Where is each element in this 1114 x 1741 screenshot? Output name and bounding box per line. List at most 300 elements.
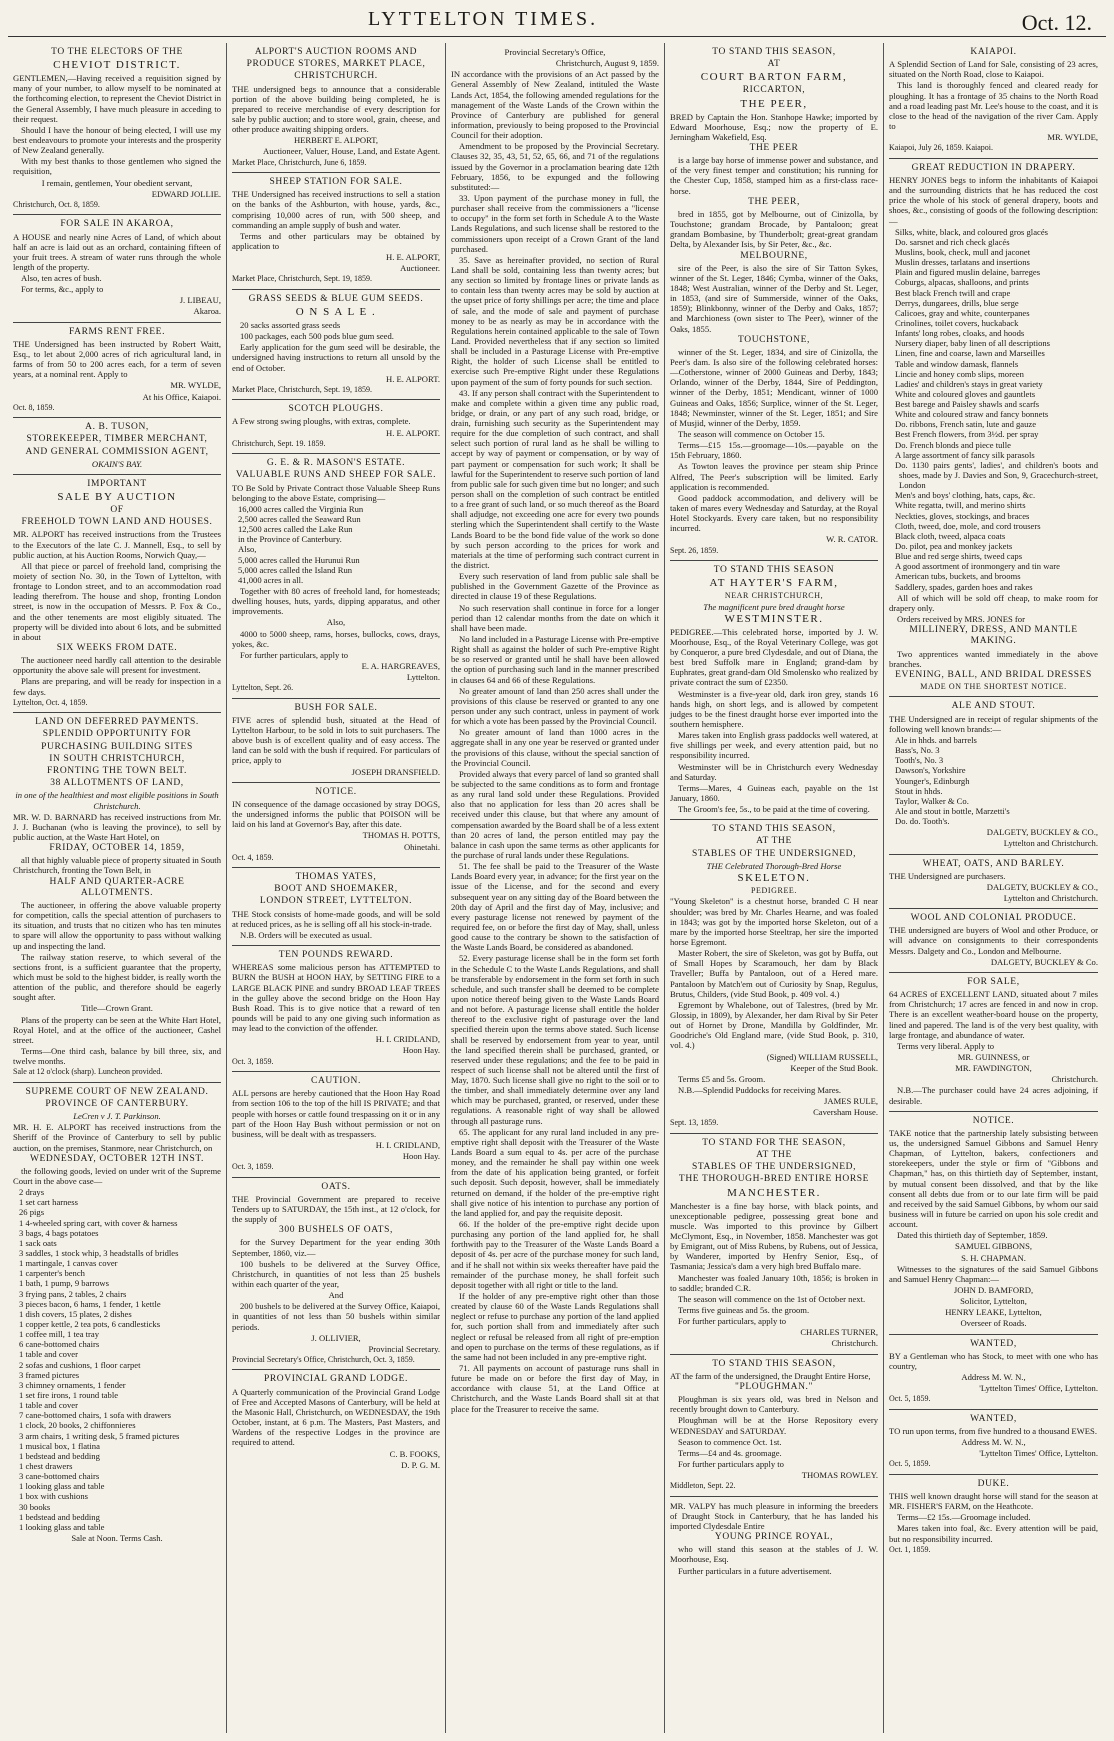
- ad-date: Provincial Secretary's Office, Christchurch, Oct. 3, 1859.: [232, 1355, 415, 1365]
- ad-title: PURCHASING BUILDING SITES: [41, 741, 193, 752]
- ad-auction-rooms: [232, 43, 440, 173]
- ad-address: 'Lyttelton Times' Office, Lyttelton.: [979, 1383, 1098, 1394]
- ad-title: PROVINCE OF CANTERBURY.: [45, 1098, 189, 1109]
- ad-title: AT THE: [756, 836, 792, 847]
- ad-title: GREAT REDUCTION IN DRAPERY.: [911, 162, 1076, 173]
- ad-skeleton: [670, 820, 878, 1134]
- ad-date: Oct. 5, 1859.: [889, 1394, 931, 1404]
- ad-title: LONDON STREET, LYTTELTON.: [259, 896, 413, 907]
- ad-body: GENTLEMEN,—Having received a requisition signed by many of your number, to allow myself to be nominated at the forthcoming election, to represent the Cheviot District in the General Assembly, I have much pleasure in acceding to their request.: [13, 73, 221, 124]
- list-item: 1 looking glass and table: [19, 1521, 105, 1532]
- ad-title: GRASS SEEDS & BLUE GUM SEEDS.: [248, 293, 424, 304]
- ad-title: TO STAND THIS SEASON,: [712, 824, 836, 835]
- ad-title: BOOT AND SHOEMAKER,: [274, 884, 398, 895]
- ad-title: FREEHOLD TOWN LAND AND HOUSES.: [21, 517, 213, 528]
- ad-valpy: [670, 1497, 878, 1581]
- ad-signature: Auctioneer, Valuer, House, Land, and Estate Agent.: [263, 146, 440, 157]
- ad-address: 'Lyttelton Times' Office, Lyttelton.: [979, 1448, 1098, 1459]
- ad-title: SKELETON.: [737, 872, 811, 884]
- list-item: Muslins, book, check, mull and jaconet: [895, 246, 1031, 257]
- ad-body: THE Undersigned are in receipt of regular shipments of the following well known brands:—: [889, 713, 1098, 734]
- list-item: 3 frying pans, 2 tables, 2 chairs: [19, 1288, 127, 1299]
- list-item: Nursery diaper, baby linen of all descriptions: [895, 338, 1051, 349]
- ad-the-peer: [670, 43, 878, 561]
- ad-body: 4000 to 5000 sheep, rams, horses, bullocks, cows, drays, yokes, &c.: [232, 628, 440, 649]
- list-item: Do. 1130 pairs gents', ladies', and children's boots and shoes, made by J. Davies and Son, 9, Gracechurch-street, London: [895, 459, 1098, 491]
- regulation-paragraph: No greater amount of land than 1000 acres in the aggregate shall in any one year be reserved or granted under the provisions of this clause, without the special sanction of the Provincial Council.: [451, 727, 659, 768]
- ad-title: CHEVIOT DISTRICT.: [53, 59, 181, 72]
- list-item: Do. sarsnet and rich check glacés: [895, 236, 1010, 247]
- ad-title: FOR SALE IN AKAROA,: [60, 219, 174, 230]
- ad-title: 300 BUSHELS OF OATS,: [279, 1225, 393, 1236]
- ad-body: For further particulars, apply to: [240, 649, 349, 660]
- ad-signature: MR. WYLDE,: [1047, 132, 1098, 143]
- ad-date: Market Place, Christchurch, Sept. 19, 1859.: [232, 274, 372, 284]
- ad-title: THE Celebrated Thorough-Bred Horse: [706, 860, 842, 871]
- ad-ale-stout: [889, 697, 1098, 854]
- regulation-paragraph: 33. Upon payment of the purchase money in full, the purchaser shall receive from the commissioners a "license to occupy" in the form set forth in Schedule A to the Waste Lands Regulations, and such license shall be restored to the commissioners upon receipt of a Crown Grant of the land purchased.: [451, 192, 659, 254]
- regulation-paragraph: No such reservation shall continue in force for a longer period than 12 calendar months from the date on which it shall have been made.: [451, 602, 659, 633]
- ad-title: NOTICE.: [315, 786, 357, 797]
- list-item: Crinolines, toilet covers, huckaback: [895, 317, 1019, 328]
- ad-yates: [232, 868, 440, 946]
- ad-title: MADE ON THE SHORTEST NOTICE.: [920, 682, 1067, 692]
- ad-body: For terms, &c., apply to: [21, 284, 104, 295]
- ad-title: THE PEER: [749, 142, 799, 153]
- ad-signature: Auctioneer.: [400, 263, 440, 274]
- ad-body: Should I have the honour of being elected, I will use my best endeavours to promote your interests and the prosperity of New Zealand generally.: [13, 124, 221, 156]
- ad-body: WHEREAS some malicious person has ATTEMPTED to BURN the BUSH at HOON HAY, by SETTING FIRE to a LARGE BLACK PINE and sundry BROAD LEAF TREES in the gulley above the second bridge on the Hoon Hay Bush Road. This is to give notice that a reward of ten pounds will be paid to any one giving such information as may lead to the conviction of the offender.: [232, 962, 440, 1034]
- ad-date: Oct. 8, 1859.: [13, 402, 55, 412]
- ad-title: SCOTCH PLOUGHS.: [288, 404, 384, 415]
- list-item: Derrys, dungarees, drills, blue serge: [895, 297, 1019, 308]
- ad-title: ALPORT'S AUCTION ROOMS AND: [254, 47, 418, 57]
- ad-body: Two apprentices wanted immediately in the above branches.: [889, 648, 1098, 669]
- ad-reward: [232, 946, 440, 1072]
- ad-signature: MR. WYLDE,: [170, 380, 221, 391]
- ad-duke: [889, 1475, 1098, 1559]
- column-2: [227, 43, 446, 1733]
- ad-title: IMPORTANT: [87, 478, 147, 489]
- ad-body: TAKE notice that the partnership lately subsisting between us, the undersigned Samuel Gibbons and Samuel Henry Chapman, of Lyttelton, bakers, confectioners and storekeepers, under the style or firm of "Gibbons and Chapman," has, on this thirtieth day of September, instant, by mutual consent been dissolved, and that by the like consent all debts due from or to our late firm will be paid and received by the said Samuel Gibbons, by whom our said business will in future be carried on upon his sole credit and account.: [889, 1127, 1098, 1230]
- regulation-paragraph: Amendment to be proposed by the Provincial Secretary. Clauses 32, 35, 43, 51, 52, 65, 66, and 71 of the regulations issued by the Governor in a proclamation bearing date 12th February, 1856, to be expunged and the following substituted:—: [451, 141, 659, 192]
- list-item: in the Province of Canterbury.: [238, 534, 342, 545]
- ad-date: Christchurch, Sept. 19. 1859.: [232, 438, 326, 448]
- ad-body: 64 ACRES of EXCELLENT LAND, situated about 7 miles from Christchurch; 17 acres are fenced in and now in crop. There is an excellent weather-board house on the property, lined and papered. The land is of the very best quality, with large frontage, and abundance of water.: [889, 989, 1098, 1040]
- ad-body: ALL persons are hereby cautioned that the Hoon Hay Road from section 106 to the top of the hill IS PRIVATE; and that people with horses or cattle found trespassing on it or in any part of the Hoon Hay Bush without permission or not on business, will be dealt with as trespassers.: [232, 1088, 440, 1139]
- ad-body: BRED by Captain the Hon. Stanhope Hawke; imported by Edward Moorhouse, Esq.; now the property of E. Jerningham Wakefield, Esq.: [670, 111, 878, 142]
- ad-title: BUSH FOR SALE.: [294, 702, 378, 713]
- ad-signature: Lyttelton and Christchurch.: [1003, 893, 1098, 903]
- ad-body: This land is thoroughly fenced and cleared ready for ploughing. It has a frontage of 35 chains to the North Road and a road leading past Mr. Lee's house to the coast, and it is close to the head of the navigation of the river Cam. Apply to: [889, 80, 1098, 132]
- ad-title: THE PEER,: [748, 196, 800, 207]
- ad-body: Orders received by MRS. JONES for: [897, 614, 1025, 625]
- ad-body: THE Provincial Government are prepared to receive Tenders up to SATURDAY, the 15th inst., at 12 o'clock, for the supply of: [232, 1193, 440, 1225]
- ad-body: The railway station reserve, to which several of the sections front, is a sufficient guarantee that the property, which must be sold to the highest bidder, is really worth the attention of the public, and therefore should be eagerly sought after.: [13, 951, 221, 1003]
- ad-body: Ploughman is six years old, was bred in Nelson and recently brought down to Canterbury.: [670, 1394, 878, 1415]
- ad-body: Master Robert, the sire of Skeleton, was got by Buffa, out of Small Hopes by Scaramouch, her dam by Black Traveller; Buffa by Pantaloon, out of a Hered mare. Pantaloon by Match'em out of Curiosity by Snap, Regulus, Brutus, Childers, (vide Stud Book, p. 409 vol. 4.): [670, 948, 878, 999]
- list-item: 6 cane-bottomed chairs: [19, 1339, 100, 1350]
- ad-body: the following goods, levied on under writ of the Supreme Court in the above case—: [13, 1165, 221, 1186]
- regulation-paragraph: Provided always that every parcel of land so granted shall be subjected to the same conditions as to form and frontage as any rural land sold under these Regulations. Provided also that no application for less than 20 acres shall be received under this clause, but that where any amount of compensation awarded by the Board shall be of a less extent than 20 acres of land, the person entitled may pay the balance in cash upon the same terms as other applicants for the purchase of rural lands under these Regulations.: [451, 768, 659, 860]
- ad-body: Dated this thirtieth day of September, 1859.: [897, 1230, 1048, 1241]
- ad-title: CHRISTCHURCH.: [294, 71, 378, 82]
- ad-body: Terms—One third cash, balance by bill three, six, and twelve months.: [13, 1045, 221, 1067]
- ad-address: Address M. W. N.,: [961, 1437, 1026, 1448]
- ad-body: 200 bushels to be delivered at the Survey Office, Kaiapoi, in quantities of not less than 50 bushels within similar periods.: [232, 1301, 440, 1332]
- ad-wanted-ewes: [889, 1410, 1098, 1475]
- ad-title: TOUCHSTONE,: [738, 334, 810, 345]
- ad-signature: THOMAS ROWLEY.: [801, 1470, 878, 1481]
- ad-date: Sept. 13, 1859.: [670, 1118, 719, 1128]
- list-item: 1 sack oats: [19, 1237, 57, 1248]
- ad-body: IN consequence of the damage occasioned by stray DOGS, the undersigned informs the public that POISON will be laid on his land at Governor's Bay, after this date.: [232, 798, 440, 830]
- ad-body: For further particulars apply to: [678, 1458, 784, 1469]
- ad-body: All of which will be sold off cheap, to make room for drapery only.: [889, 592, 1098, 613]
- list-item: 7 cane-bottomed chairs, 1 sofa with drawers: [19, 1410, 172, 1421]
- ad-akaroa: [13, 215, 221, 322]
- ad-body: With my best thanks to those gentlemen who signed the requisition,: [13, 156, 221, 177]
- ad-body: MR. W. D. BARNARD has received instructions from Mr. J. J. Buchanan (who is leaving the province), to sell by public auction, at the Waste Hart Hotel, on: [13, 811, 221, 842]
- ad-title: FRONTING THE TOWN BELT.: [47, 766, 187, 776]
- list-item: 3 chimney ornaments, 1 fender: [19, 1379, 126, 1390]
- ad-title: HALF AND QUARTER-ACRE ALLOTMENTS.: [49, 876, 185, 898]
- regulation-paragraph: 43. If any person shall contract with the Superintendent to make and complete within a given time any public road, bridge, or drain, or any part of any such road, bridge, or drain, furnishing such security as the Superintendent may require for the due completion of such contract, and shall select such portion of rural land as he shall be willing to accept by way of payment or compensation, or by way of part payment or compensation for such work; It shall be lawful for the Superintendent to reserve such portion of land from public sale for such given time but no longer; and such person shall on the completion of such contract be entitled to a free grant of such land, or so much thereof as the Board shall adjudge, not exceeding one acre for every two pounds sterling which the Superintendent shall certify to the Waste Lands Board to be the bond fide value of the work so done by such person according to the prices for work and materials at the time of performing such contract current in the district.: [451, 387, 659, 571]
- ad-title: SUPREME COURT OF NEW ZEALAND.: [25, 1086, 209, 1097]
- ad-body: THE Undersigned are purchasers.: [889, 870, 1006, 881]
- list-item: Calicoes, gray and white, counterpanes: [895, 307, 1030, 318]
- ad-body: Westminster will be in Christchurch every Wednesday and Saturday.: [670, 761, 878, 782]
- ad-body: Title—Crown Grant.: [81, 1003, 153, 1014]
- list-item: Ale in hhds. and barrels: [895, 734, 977, 745]
- list-item: 26 pigs: [19, 1207, 45, 1218]
- list-item: 2 sofas and cushions, 1 floor carpet: [19, 1359, 141, 1370]
- ad-title: LeCren v J. T. Parkinson.: [73, 1111, 161, 1122]
- ad-notice-partnership: [889, 1112, 1098, 1335]
- ad-date: Market Place, Christchurch, Sept. 19, 1859.: [232, 384, 372, 394]
- ad-body: Plans of the property can be seen at the White Hart Hotel, Royal Hotel, and at the office of the auctioneer, Cashel street.: [13, 1014, 221, 1045]
- ad-body: FIVE acres of splendid bush, situated at the Head of Lyttelton Harbour, to be sold in lots to suit purchasers. The above bush is of excellent quality and of easy access. The land can be sold with the bush if required. For particulars of price, apply to: [232, 714, 440, 766]
- ad-farms: [13, 323, 221, 418]
- ad-title: O N S A L E .: [295, 306, 377, 318]
- ad-title: FOR SALE,: [967, 976, 1020, 987]
- ad-title: THOMAS YATES,: [295, 872, 377, 883]
- list-item: 3 framed pictures: [19, 1369, 80, 1380]
- ad-body: And: [328, 1290, 344, 1301]
- ad-body: The auctioneer need hardly call attention to the desirable opportunity the above sale will present for investment.: [13, 655, 221, 676]
- list-item: Lincie and honey comb slips, moreen: [895, 368, 1024, 379]
- list-item: Infants' long robes, cloaks, and hoods: [895, 328, 1025, 339]
- ad-title: KAIAPOI.: [970, 47, 1017, 57]
- list-item: Saddlery, spades, garden hoes and rakes: [895, 581, 1033, 592]
- ad-ploughs: [232, 400, 440, 454]
- ad-signature: H. I. CRIDLAND,: [375, 1034, 440, 1045]
- ad-date: Lyttelton, Oct. 4, 1859.: [13, 697, 88, 707]
- list-item: 1 set cart harness: [19, 1197, 78, 1208]
- ad-body: Good paddock accommodation, and delivery will be taken of mares every Wednesday and Saturday, at the Royal Hotel Stockyards. Every care taken, but no responsibility incurred.: [670, 492, 878, 534]
- ad-body: MR. H. E. ALPORT has received instructions from the Sheriff of the Province of Canterbury to sell by public auction, on the premises, Stanmore, near Christchurch, on: [13, 1122, 221, 1153]
- list-item: Table and window damask, flannels: [895, 358, 1019, 369]
- list-item: Do. do. Tooth's.: [895, 816, 950, 827]
- ad-title: The magnificent pure bred draught horse: [703, 601, 845, 612]
- ad-title: VALUABLE RUNS AND SHEEP FOR SALE.: [235, 470, 437, 481]
- ad-body: AT the farm of the undersigned, the Draught Entire Horse,: [670, 1370, 871, 1381]
- list-item: A good assortment of ironmongery and tin ware: [895, 561, 1060, 572]
- ad-body: THIS well known draught horse will stand for the season at MR. FISHER'S FARM, on the Heathcote.: [889, 1491, 1098, 1512]
- list-item: Do. ribbons, French satin, lute and gauze: [895, 419, 1037, 430]
- ad-signature: Ohinetahi.: [403, 841, 440, 852]
- ad-body: TO run upon terms, from five hundred to a thousand EWES.: [889, 1425, 1097, 1436]
- ad-body: Mares taken into foal, &c. Every attention will be paid, but no responsibility incurred.: [889, 1523, 1098, 1544]
- ad-title: STABLES OF THE UNDERSIGNED,: [691, 848, 857, 859]
- ad-body: MR. ALPORT has received instructions from the Trustees to the Executors of the late C. J. Mannell, Esq., to sell by public auction, at his Auction Rooms, Norwich Quay,—: [13, 529, 221, 560]
- list-item: 5,000 acres called the Hurunui Run: [238, 554, 360, 565]
- paper-title: LYTTELTON TIMES.: [368, 8, 599, 30]
- ad-body: Early application for the gum seed will be desirable, the undersigned having instructions to return all unsold by the end of October.: [232, 342, 440, 373]
- ad-body: Manchester is a fine bay horse, with black points, and unexceptionable pedigree, possessing great bone and muscle. Was imported to this province by Gilbert McClymont, Esq., in November, 1858. Manchester was got by Emigrant, out of Miss Rubens, by Rubens, out of Jessica, by Wanderer, imported by Henfry Senior, Esq., of Tasmania; Jessica's dam a very high bred Buffalo mare.: [670, 1200, 878, 1272]
- ad-title: WHEAT, OATS, AND BARLEY.: [922, 858, 1065, 869]
- list-item: 1 4-wheeled spring cart, with cover & harness: [19, 1217, 178, 1228]
- column-5: [884, 43, 1103, 1733]
- page-date: Oct. 12.: [1021, 10, 1092, 35]
- regulation-paragraph: IN accordance with the provisions of an Act passed by the General Assembly of New Zealand, intituled the Waste Lands Act, 1854, the following amended regulations for the management of the Waste Lands of the Crown within the Province of Canterbury are published for general information, previously to being proposed to the Provincial Council for their adoption.: [451, 69, 659, 141]
- ad-body: Plans are preparing, and will be ready for inspection in a few days.: [13, 676, 221, 697]
- ad-title: AT: [767, 59, 781, 70]
- list-item: 1 table and cover: [19, 1349, 78, 1360]
- ad-body: TO Be Sold by Private Contract those Valuable Sheep Runs belonging to the above Estate, comprising—: [232, 482, 440, 503]
- ad-title: SIX WEEKS FROM DATE.: [56, 642, 178, 653]
- list-item: Best black French twill and crape: [895, 287, 1011, 298]
- regulation-paragraph: If the holder of any pre-emptive right other than those created by clause 60 of the Waste Lands Regulations shall neglect or refuse to purchase any portion of the land applied for, such portion shall from and immediately after such neglect or refusal be released from all right of pre-emption and open to purchase on the terms of these regulations, as if the same had not been included in any pre-emptive right.: [451, 1291, 659, 1362]
- list-item: Do. pilot, pea and monkey jackets: [895, 541, 1013, 552]
- ad-body: Witnesses to the signatures of the said Samuel Gibbons and Samuel Henry Chapman:—: [889, 1263, 1098, 1284]
- ad-body: N.B. Orders will be executed as usual.: [240, 929, 372, 940]
- ad-body: N.B.—The purchaser could have 24 acres adjoining, if desirable.: [889, 1085, 1098, 1106]
- ad-signature: DALGETY, BUCKLEY & Co.: [990, 956, 1098, 967]
- ad-title: SALE BY AUCTION: [57, 491, 177, 504]
- ad-signature: Provincial Secretary.: [368, 1343, 440, 1354]
- ad-deferred: [13, 713, 221, 1083]
- ad-signature: Hoon Hay.: [402, 1151, 440, 1162]
- list-item: 1 bedstead and bedding: [19, 1511, 100, 1522]
- ad-date: Oct. 5, 1859.: [889, 1459, 931, 1469]
- list-item: 1 carpenter's bench: [19, 1268, 85, 1279]
- ad-body: As Towton leaves the province per steam ship Prince Alfred, The Peer's subscription will be limited. Early application is recommended.: [670, 461, 878, 492]
- ad-title: YOUNG PRINCE ROYAL,: [714, 1532, 834, 1543]
- goods-list: [13, 1187, 221, 1532]
- ad-mason-estate: [232, 454, 440, 699]
- list-item: Also,: [238, 544, 257, 555]
- ad-title: DUKE.: [977, 1478, 1010, 1489]
- list-item: Bass's, No. 3: [895, 745, 940, 756]
- ad-auction: [13, 475, 221, 713]
- ad-title: MELBOURNE,: [740, 250, 808, 261]
- list-item: 2,500 acres called the Seaward Run: [238, 514, 361, 524]
- ad-body: Also, ten acres of bush.: [21, 273, 102, 284]
- list-item: Silks, white, black, and coloured gros glacés: [895, 226, 1048, 237]
- ad-body: For further particulars, apply to: [678, 1316, 787, 1327]
- ad-body: "Young Skeleton" is a chestnut horse, branded C H near shoulder; was bred by Mr. Charles Hearne, and was foaled in 1843; was got by the imported horse Skeleton, out of a mare by the imported horse Steeltrap, her sire the imported horse Egremont.: [670, 896, 878, 947]
- ad-body: Terms very liberal. Apply to: [897, 1040, 995, 1051]
- ad-body: BY a Gentleman who has Stock, to meet with one who has country,: [889, 1350, 1098, 1371]
- list-item: Do. French blonds and piece tulle: [895, 439, 1011, 450]
- list-item: 1 bath, 1 pump, 9 barrows: [19, 1278, 109, 1289]
- ad-title: FRIDAY, OCTOBER 14, 1859,: [49, 843, 185, 854]
- list-item: Linen, fine and coarse, lawn and Marseilles: [895, 348, 1045, 359]
- ad-body: for the Survey Department for the year ending 30th September, 1860, viz.—: [232, 1237, 440, 1258]
- ad-body: sire of the Peer, is also the sire of Sir Tatton Sykes, winner of the St. Leger, 1846; Cymba, winner of the Oaks, 1848; West Australian, winner of the Derby and St. Leger, in 1853, (and sire of Summerside, winner of the Oaks, 1859); Blinkbonny, winner of the Derby and Oaks, 1857; and Marchioness (own sister to The Peer), winner of the Oaks, 1855.: [670, 262, 878, 334]
- list-item: 1 copper kettle, 2 tea pots, 6 candlesticks: [19, 1318, 161, 1329]
- ad-body: Terms and other particulars may be obtained by application to: [232, 230, 440, 251]
- list-item: Ladies' and children's stays in great variety: [895, 378, 1043, 389]
- list-item: 1 dish covers, 15 plates, 2 dishes: [19, 1308, 132, 1319]
- ad-body: bred in 1855, got by Melbourne, out of Cinizolla, by Touchstone; grandam Brocade, by Pantaloon; great grandam Bombasine, by Thunderbolt; great-great grandam Delta, by Alexander Isis, by Sir Peter, &c., &c.: [670, 208, 878, 250]
- list-item: Dawson's, Yorkshire: [895, 765, 966, 776]
- ad-wanted-stock: [889, 1335, 1098, 1410]
- ad-signature: Christchurch.: [1051, 1074, 1098, 1085]
- list-item: Taylor, Walker & Co.: [895, 795, 969, 806]
- ad-title: THE PEER,: [740, 97, 808, 110]
- ad-title: WESTMINSTER.: [724, 612, 824, 625]
- ad-wheat: [889, 855, 1098, 910]
- ad-title: THE THOROUGH-BRED ENTIRE HORSE: [678, 1174, 870, 1185]
- list-item: 16,000 acres called the Virginia Run: [238, 503, 364, 514]
- ad-title: 38 ALLOTMENTS OF LAND,: [50, 778, 184, 789]
- ad-date: Sept. 26, 1859.: [670, 545, 719, 555]
- ad-title: AT THE: [756, 1150, 792, 1160]
- ad-place: Akaroa.: [193, 306, 221, 317]
- list-item: 1 set fire irons, 1 round table: [19, 1389, 119, 1400]
- list-item: 1 martingale, 1 canvas cover: [19, 1258, 118, 1269]
- ad-title: TO STAND FOR THE SEASON,: [702, 1137, 846, 1148]
- ad-title: STOREKEEPER, TIMBER MERCHANT,: [26, 434, 208, 445]
- ad-title: WEDNESDAY, OCTOBER 12TH INST.: [29, 1153, 205, 1164]
- ad-body: A Few strong swing ploughs, with extras, complete.: [232, 416, 411, 427]
- ad-body: Mares taken into English grass paddocks well watered, at five shillings per week, and every attention paid, but no responsibility incurred.: [670, 730, 878, 761]
- regulation-paragraph: 66. If the holder of the pre-emptive right decide upon purchasing any portion of the land applied for, he shall forthwith pay to the Treasurer of the Waste Lands Board a deposit of 4s. per acre of the purchase money for such land, and if he shall not within six weeks thereafter have paid the remainder of the purchase money, he shall forfeit such deposit together with all right or title to the land.: [451, 1219, 659, 1290]
- ad-body: Terms—Mares, 4 Guineas each, payable on the 1st January, 1860.: [670, 782, 878, 803]
- column-3: [446, 43, 665, 1733]
- ad-title: NOTICE.: [972, 1115, 1015, 1126]
- ad-signature: MR. GUINNESS, or: [957, 1051, 1030, 1062]
- ad-place: OKAIN'S BAY.: [91, 458, 143, 469]
- regulation-paragraph: Every such reservation of land from public sale shall be published in the Government Gazette of the Province as directed in clause 19 of these Regulations.: [451, 571, 659, 602]
- ad-title: STABLES OF THE UNDERSIGNED,: [691, 1162, 857, 1173]
- ad-body: Egremont by Whalebone, out of Talestres, (bred by Mr. Glossip, in 1809), by Alexander, her dam Rival by Sir Peter out of Hornet by Drone, Mandilla by Goldfinder, Mr. Goodriche's Old England mare, (vide Stud Book, p. 310, vol. 4.): [670, 999, 878, 1051]
- ad-signature: H. I. CRIDLAND,: [375, 1139, 440, 1150]
- ad-body: The Groom's fee, 5s., to be paid at the time of covering.: [678, 804, 870, 815]
- ad-date: Oct. 3, 1859.: [232, 1162, 274, 1172]
- ad-signature: DALGETY, BUCKLEY & CO.,: [986, 827, 1098, 838]
- column-1: [8, 43, 227, 1733]
- list-item: American tubs, buckets, and brooms: [895, 571, 1021, 582]
- regulation-paragraph: 65. The applicant for any rural land included in any pre-emptive right shall deposit with the Treasurer of the Waste Lands Board a sum equal to 4s. per acre of the purchase money, and the remainder he shall pay within one week from the date of his application being granted, or forfeit such deposit. Such deposit, however, shall be immediately returned on demand, if the holder of the pre-emptive right shall give notice of his intention to purchase any portion of the land applied for, and pay the requisite deposit.: [451, 1126, 659, 1218]
- ad-body: THE Undersigned has received instructions to sell a station on the banks of the Ashburton, with house, yards, &c., comprising 10,000 acres of run, with 500 sheep, and commanding an ample supply of bush and water.: [232, 189, 440, 230]
- ad-title: G. E. & R. MASON'S ESTATE.: [266, 458, 406, 469]
- ad-signature: H. E. ALPORT.: [386, 427, 440, 438]
- ad-signature: H. E. ALPORT.: [386, 373, 440, 384]
- list-item: Neckties, gloves, stockings, and braces: [895, 510, 1030, 521]
- ad-signature: J. LIBEAU,: [179, 295, 221, 306]
- ad-witness: JOHN D. BAMFORD,: [953, 1284, 1034, 1295]
- ad-witness: HENRY LEAKE, Lyttelton,: [945, 1307, 1042, 1318]
- list-item: 1 box with cushions: [19, 1491, 88, 1502]
- ad-body: all that highly valuable piece of property situated in South Christchurch, fronting the Town Belt, in: [13, 855, 221, 876]
- ad-title: SHEEP STATION FOR SALE.: [269, 177, 403, 188]
- ad-body: MR. VALPY has much pleasure in informing the breeders of Draught Stock in Canterbury, that he has landed his imported Clydesdale Entire: [670, 1500, 878, 1531]
- list-item: 41,000 acres in all.: [238, 574, 304, 585]
- ad-drapery: [889, 159, 1098, 698]
- ad-title: PRODUCE STORES, MARKET PLACE,: [246, 59, 426, 70]
- list-item: 1 musical box, 1 flatina: [19, 1440, 100, 1451]
- list-item: 1 table and cover: [19, 1400, 78, 1411]
- ad-body: A Quarterly communication of the Provincial Grand Lodge of Free and Accepted Masons of Canterbury, will be held at the Masonic Hall, Christchurch, on WEDNESDAY, the 19th October, instant, at 6 p.m. The Masters, Past Masters, and Wardens of the respective Lodges in the province are required to attend.: [232, 1386, 440, 1448]
- ad-signature: MR. FAWDINGTON,: [955, 1063, 1032, 1074]
- ad-body: Terms—£2 15s.—Groomage included.: [897, 1512, 1031, 1523]
- list-item: Best barege and Paisley shawls and scarfs: [895, 399, 1040, 410]
- list-item: White and coloured straw and fancy bonnets: [895, 409, 1049, 420]
- list-item: Coburgs, alpacas, shalloons, and prints: [895, 277, 1029, 288]
- ad-signature: EDWARD JOLLIE.: [151, 188, 221, 199]
- regulation-paragraph: 51. The fee shall be paid to the Treasurer of the Waste Lands Board every year, in advance; for the first year on the issue of the License, and for the second and every subsequent year on any sitting day of the Board between the 20th day of April and the first day of May, inclusive; and every pasturage license not renewed by payment of the required fee, on or before the first day of May, shall, unless good cause to the contrary be shown to the satisfaction of the Waste Lands Board, be considered as abandoned.: [451, 861, 659, 953]
- ad-sheep-station: [232, 173, 440, 290]
- list-item: Cloth, tweed, doe, mole, and cord trousers: [895, 520, 1041, 531]
- ad-title: SPLENDID OPPORTUNITY FOR: [42, 729, 192, 740]
- ad-title: in one of the healthiest and most eligible positions in South Christchurch.: [15, 790, 219, 811]
- ad-signature: THOMAS H. POTTS,: [362, 830, 440, 841]
- ad-signature: CHARLES TURNER,: [800, 1327, 878, 1338]
- ad-body: is a large bay horse of immense power and substance, and of the very finest temper and constitution; his running for the Chester Cup, 1858, stamped him as a first-class race-horse.: [670, 155, 878, 196]
- ad-electors: [13, 43, 221, 215]
- ad-tuson: [13, 418, 221, 475]
- regulation-paragraph: No greater amount of land than 250 acres shall under the provisions of this clause be reserved or granted to any one person under any such contract, unless in payment of work for which a vote has been passed by the Provincial Council.: [451, 685, 659, 727]
- ad-title: PEDIGREE.: [750, 885, 798, 895]
- ad-title: OATS.: [321, 1181, 351, 1192]
- ad-signature: W. R. CATOR.: [826, 534, 878, 545]
- regulation-paragraph: No land included in a Pasturage License with Pre-emptive Right shall as against the holder of such Pre-emptive Right be so reserved or granted until he shall have been allowed the option of purchasing such land in the manner prescribed in clauses 64 and 66 of these Regulations.: [451, 634, 659, 685]
- ad-body: 100 bushels to be delivered at the Survey Office, Christchurch, in quantities of not less than 25 bushels within each quarter of the year,: [232, 1258, 440, 1290]
- list-item: Blue and red serge shirts, tweed caps: [895, 551, 1023, 562]
- ad-body: Terms—£4 and 4s. groomage.: [678, 1447, 782, 1458]
- ad-body: Terms £5 and 5s. Groom.: [678, 1073, 766, 1084]
- list-item: 2 drays: [19, 1187, 45, 1198]
- ad-signature: (Signed) WILLIAM RUSSELL,: [766, 1051, 878, 1062]
- list-item: Younger's, Edinburgh: [895, 775, 970, 786]
- ad-manchester: [670, 1134, 878, 1355]
- list-item: Tooth's, No. 3: [895, 755, 944, 766]
- ad-body: winner of the St. Leger, 1834, and sire of Cinizolla, the Peer's dam. Is also sire of the following celebrated horses:—Cotherstone, winner of 2000 Guineas and Derby, 1843; Orlando, winner of the Derby, 1844, Sire of Peddington, winner of the Derby, 1851; Mendicant, winner of 1000 Guineas and Oaks, 1856; Surplice, winner of the St. Leger, 1848; Newminster, winner of the St. Leger, 1851; and Sire of Musjid, winner of the Derby, 1859.: [670, 346, 878, 428]
- ad-date: Sale at Noon. Terms Cash.: [71, 1532, 163, 1543]
- list-item: Ale and stout in bottle, Marzetti's: [895, 805, 1010, 816]
- ad-witness: Overseer of Roads.: [960, 1318, 1027, 1329]
- ad-signature: HERBERT E. ALPORT,: [293, 135, 379, 146]
- ad-title: A. B. TUSON,: [85, 422, 149, 433]
- ad-signature: At his Office, Kaiapoi.: [142, 391, 221, 402]
- ad-title: LAND ON DEFERRED PAYMENTS.: [35, 717, 199, 728]
- ad-body: Season to commence Oct. 1st.: [678, 1436, 782, 1447]
- ad-title: MILLINERY, DRESS, AND MANTLE MAKING.: [909, 625, 1078, 647]
- ad-westminster: [670, 561, 878, 820]
- ad-signature: S. H. CHAPMAN.: [961, 1252, 1026, 1263]
- ad-signature: H. E. ALPORT,: [386, 252, 440, 263]
- ad-signature: Caversham House.: [813, 1107, 878, 1118]
- ad-title: OF: [110, 505, 124, 516]
- ad-date: Sale at 12 o'clock (sharp). Luncheon provided.: [13, 1067, 163, 1077]
- ad-body: 100 packages, each 500 pods blue gum seed.: [240, 331, 394, 342]
- ad-date: Lyttelton, Sept. 26.: [232, 683, 294, 693]
- list-item: 1 clock, 20 books, 2 chiffonnieres: [19, 1420, 136, 1431]
- ad-body: THE Undersigned has been instructed by Robert Waitt, Esq., to let about 2,000 acres of rich agricultural land, in farms of from 50 to 200 acres each, for a term of seven years, at a nominal rent. Apply to: [13, 338, 221, 380]
